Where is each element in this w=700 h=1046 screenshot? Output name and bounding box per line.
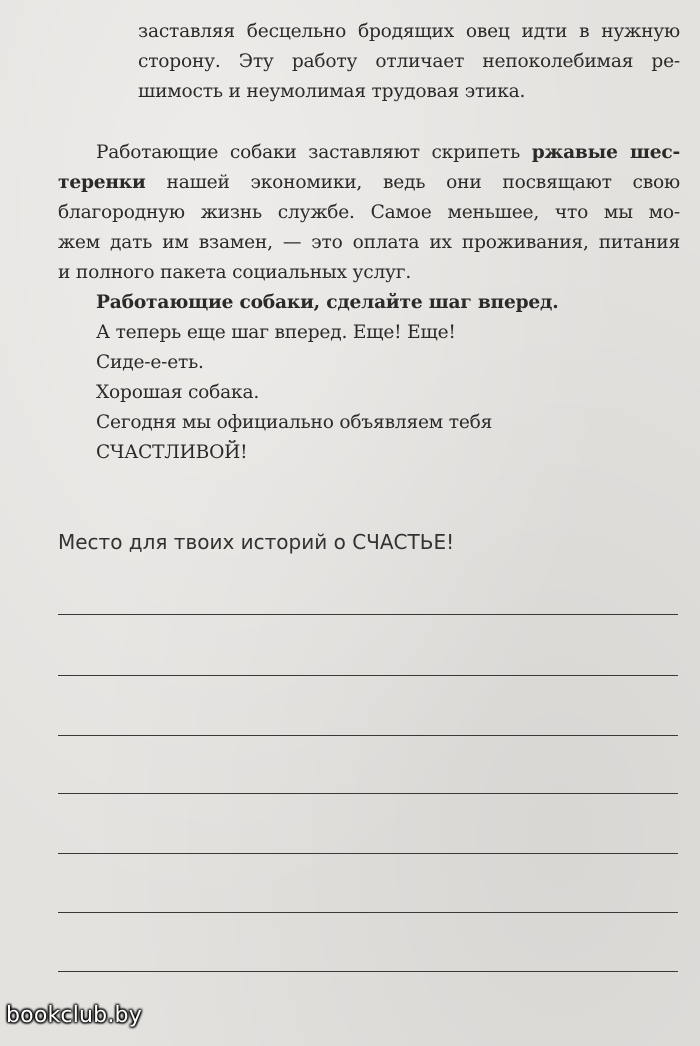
text-line: шимость и неумолимая трудовая этика. bbox=[138, 81, 526, 102]
paragraph-continuation bbox=[138, 17, 680, 107]
watermark: bookclub.by bbox=[6, 1003, 142, 1028]
text-line: заставляя бесцельно бродящих овец идти в нужную bbox=[138, 21, 680, 42]
writing-line bbox=[58, 912, 678, 913]
paragraph-working-dogs bbox=[58, 138, 680, 288]
text-line bbox=[96, 288, 680, 318]
text-line: благородную жизнь службе. Самое меньшее, что мы мо- bbox=[58, 202, 680, 223]
text-fragment: Работающие собаки заставляют скрипеть bbox=[96, 142, 532, 163]
text-fragment: нашей экономики, ведь они посвящают свою bbox=[145, 172, 680, 193]
writing-line bbox=[58, 853, 678, 854]
bold-fragment: теренки bbox=[58, 172, 146, 193]
text-line: Хорошая собака. bbox=[96, 382, 260, 403]
paragraph-commands bbox=[96, 288, 680, 468]
stories-heading: Место для твоих историй о СЧАСТЬЕ! bbox=[58, 530, 455, 554]
text-line: Сегодня мы официально объявляем тебя bbox=[96, 412, 493, 433]
bold-fragment: ржавые шес- bbox=[531, 142, 680, 163]
text-line bbox=[58, 168, 680, 198]
text-line: сторону. Эту работу отличает непоколебимая ре- bbox=[138, 51, 680, 72]
writing-line bbox=[58, 614, 678, 615]
text-line: жем дать им взамен, — это оплата их проживания, питания bbox=[58, 232, 680, 253]
text-line: СЧАСТЛИВОЙ! bbox=[96, 442, 248, 463]
writing-line bbox=[58, 793, 678, 794]
writing-line bbox=[58, 735, 678, 736]
text-line bbox=[58, 138, 680, 168]
text-line: Сиде-е-еть. bbox=[96, 352, 204, 373]
bold-fragment: Работающие собаки, сделайте шаг вперед. bbox=[96, 292, 559, 313]
text-line: и полного пакета социальных услуг. bbox=[58, 262, 412, 283]
writing-line bbox=[58, 971, 678, 972]
writing-line bbox=[58, 675, 678, 676]
text-line: А теперь еще шаг вперед. Еще! Еще! bbox=[96, 322, 456, 343]
